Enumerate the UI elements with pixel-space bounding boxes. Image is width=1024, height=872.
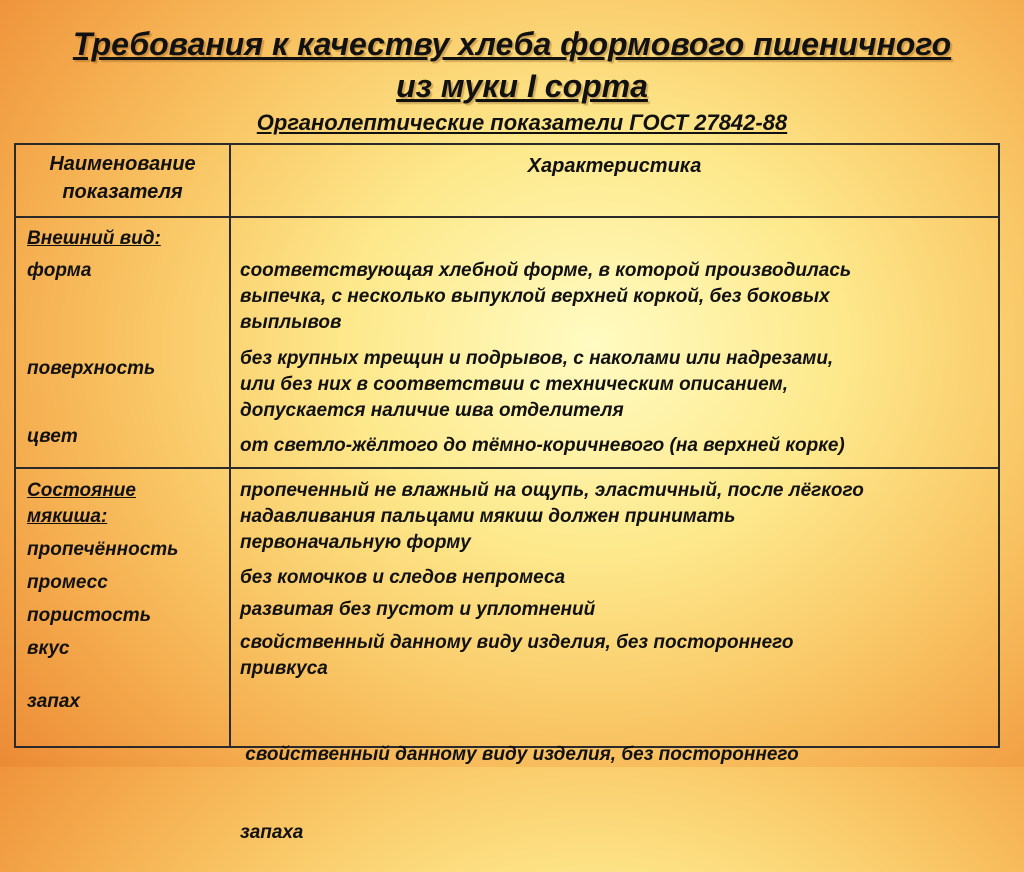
row-value-forma [240,258,851,336]
table-column-divider [229,143,231,748]
row-name-color: цвет [27,426,78,447]
value-line: соответствующая хлебной форме, в которой производилась [240,260,852,281]
header-name-cell [16,150,229,206]
value-line: допускается наличие шва отделителя [240,400,624,421]
value-line: от светло-жёлтого до тёмно-коричневого (на верхней корке) [240,435,845,456]
value-line: привкуса [240,658,328,679]
row-name-baked: пропечённость [27,539,179,560]
slide-subtitle: Органолептические показатели ГОСТ 27842-88 [256,110,788,135]
row-value-porosity [240,597,595,623]
value-line: надавливания пальцами мякиш должен принимать [240,506,736,527]
row-name-kneading: промесс [27,572,108,593]
row-name-taste: вкус [27,638,70,659]
table-header-divider [14,216,1000,218]
value-line: выпечка, с несколько выпуклой верхней коркой, без боковых [240,286,830,307]
value-line: свойственный данному виду изделия, без постороннего [240,744,799,765]
row-name-surface: поверхность [27,358,156,379]
row-value-taste [240,630,793,682]
row-value-kneading [240,565,565,591]
header-name-line1: Наименование [49,153,196,175]
value-line: без крупных трещин и подрывов, с наколами или надрезами, [240,348,834,369]
section-crumb-title-line1: Состояние [27,480,136,501]
value-line: или без них в соответствии с техническим описанием, [240,374,789,395]
value-line: свойственный данному виду изделия, без постороннего [240,632,794,653]
row-value-color [240,433,845,459]
row-value-baked [240,478,864,556]
value-line: пропеченный не влажный на ощупь, эластичный, после лёгкого [240,480,864,501]
row-name-smell: запах [27,691,81,712]
section-appearance-title: Внешний вид: [27,228,161,249]
section-crumb-title [27,478,136,530]
slide-title: Требования к качеству хлеба формового пшеничного [72,26,952,62]
slide-title-line2: из муки I сорта [396,68,648,104]
value-line: без комочков и следов непромеса [240,567,566,588]
row-name-forma: форма [27,260,92,281]
row-value-surface [240,346,833,424]
row-value-smell [240,690,799,872]
table-section-divider [14,467,1000,469]
header-name-line2: показателя [62,181,183,203]
value-line: первоначальную форму [240,532,471,553]
value-line: запаха [240,822,304,843]
value-line: развитая без пустот и уплотнений [240,599,596,620]
section-crumb-title-line2: мякиша: [27,506,108,527]
row-name-porosity: пористость [27,605,151,626]
header-characteristic: Характеристика [527,155,702,177]
value-line: выплывов [240,312,342,333]
